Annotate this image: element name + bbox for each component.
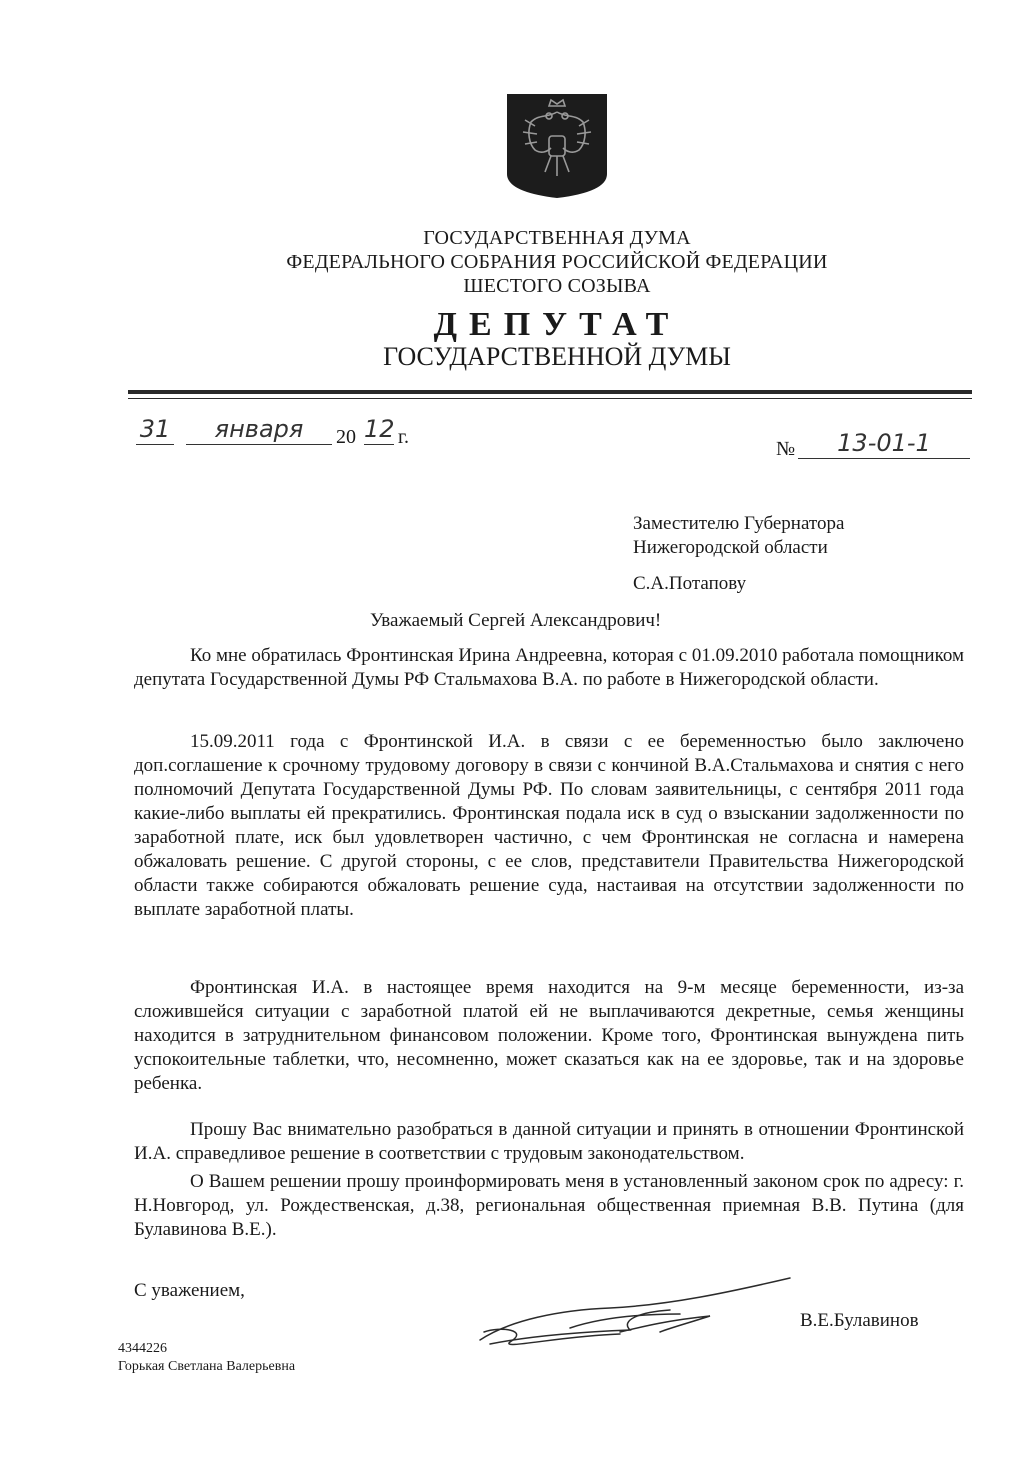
date-suffix: г.	[398, 426, 409, 448]
date-field	[132, 416, 432, 452]
date-month: января	[186, 416, 332, 445]
body-paragraph: Ко мне обратилась Фронтинская Ирина Андреевна, которая с 01.09.2010 работала помощником депутата Государственной Думы РФ Стальмахова В.А. по работе в Нижегородской области.	[134, 645, 964, 690]
document-number: 13-01-1	[798, 430, 970, 459]
letterhead-divider-thick	[128, 390, 972, 394]
addressee-name: С.А.Потапову	[633, 573, 747, 594]
org-name-line3: ШЕСТОГО СОЗЫВА	[463, 275, 651, 297]
letterhead-title: ДЕПУТАТ	[433, 306, 681, 343]
handwritten-signature	[470, 1270, 800, 1360]
org-name-line1: ГОСУДАРСТВЕННАЯ ДУМА	[423, 227, 691, 249]
org-name-line2: ФЕДЕРАЛЬНОГО СОБРАНИЯ РОССИЙСКОЙ ФЕДЕРАЦИИ	[286, 251, 828, 273]
closing-phrase: С уважением,	[134, 1280, 245, 1301]
body-paragraph: О Вашем решении прошу проинформировать меня в установленный законом срок по адресу: г. Н.Новгород, ул. Рождественская, д.38, региональная общественная приемная В.В. Путина (для Булавинова В.Е.).	[134, 1171, 964, 1240]
date-century: 20	[336, 426, 356, 448]
letterhead-divider-thin	[128, 398, 972, 399]
body-paragraph: 15.09.2011 года с Фронтинской И.А. в связи с ее беременностью было заключено доп.соглашение к срочному трудовому договору в связи с кончиной В.А.Стальмахова и снятия с него полномочий Депутата Государственной Думы РФ. По словам заявительницы, с сентября 2011 года какие-либо выплаты ей прекратились. Фронтинская подала иск в суд о взыскании задолженности по заработной плате, иск был удовлетворен частично, с чем Фронтинская не согласна и намерена обжаловать решение. С другой стороны, с ее слов, представители Правительства Нижегородской области также собираются обжаловать решение суда, настаивая на отсутствии задолженности по выплате заработной платы.	[134, 731, 964, 920]
executor-name: Горькая Светлана Валерьевна	[118, 1359, 296, 1374]
addressee-region: Нижегородской области	[633, 537, 828, 558]
date-year: 12	[364, 415, 395, 443]
addressee-position: Заместителю Губернатора	[633, 513, 845, 534]
number-sign: №	[776, 438, 796, 460]
letterhead-subtitle: ГОСУДАРСТВЕННОЙ ДУМЫ	[383, 342, 731, 371]
signatory-name: В.Е.Булавинов	[800, 1310, 919, 1331]
document-number-field	[776, 430, 972, 466]
executor-phone: 4344226	[118, 1341, 167, 1356]
body-paragraph: Фронтинская И.А. в настоящее время находится на 9-м месяце беременности, из-за сложившейся ситуации с заработной платой ей не выплачиваются декретные, семья женщины находится в затруднительном финансовом положении. Кроме того, Фронтинская вынуждена пить успокоительные таблетки, что, несомненно, может сказаться как на ее здоровье, так и на здоровье ребенка.	[134, 977, 964, 1094]
salutation: Уважаемый Сергей Александрович!	[370, 610, 662, 631]
coat-of-arms-icon	[505, 92, 609, 200]
date-day: 31	[136, 416, 174, 445]
body-paragraph: Прошу Вас внимательно разобраться в данной ситуации и принять в отношении Фронтинской И.А. справедливое решение в соответствии с трудовым законодательством.	[134, 1119, 964, 1164]
